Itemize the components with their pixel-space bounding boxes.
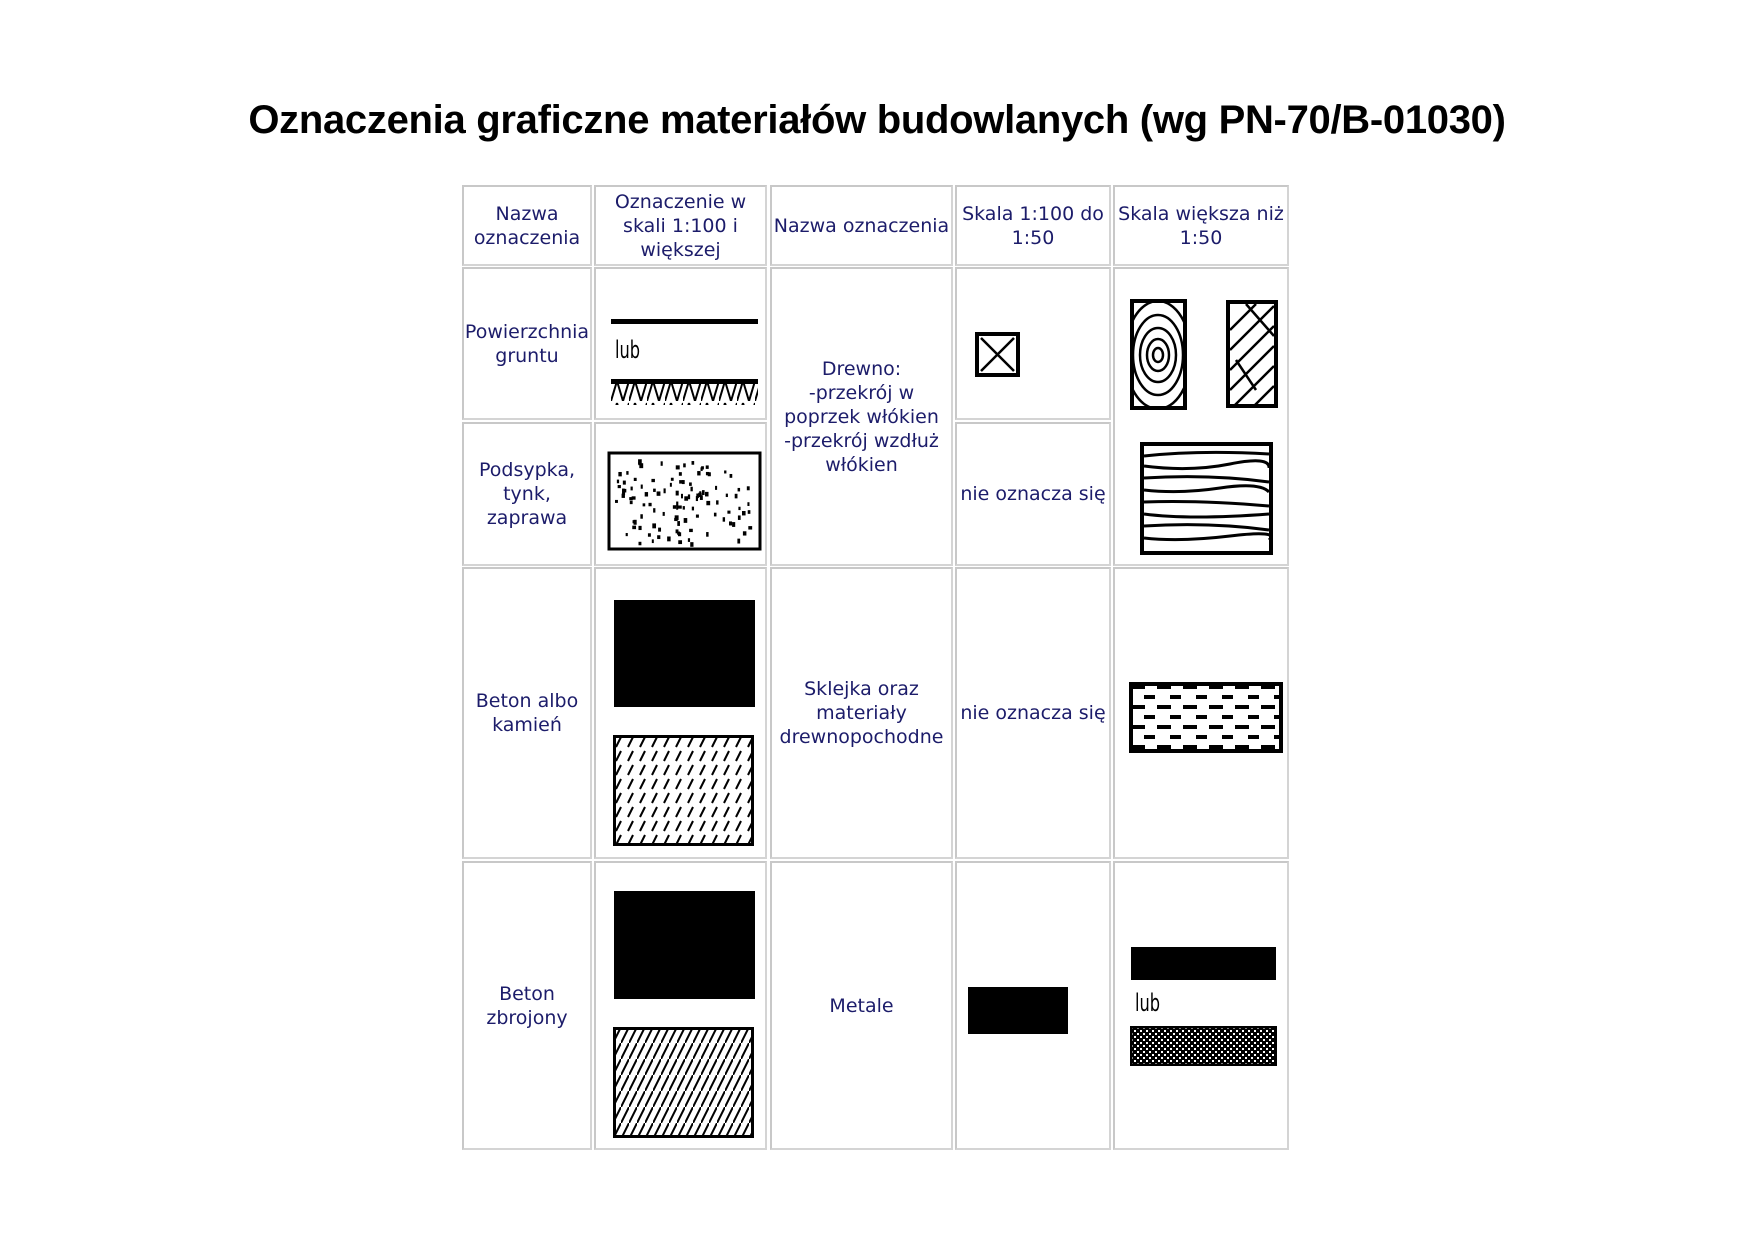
dot-mark	[641, 485, 643, 489]
dot-mark	[724, 470, 726, 473]
dot-mark	[658, 528, 661, 532]
dot-mark	[638, 526, 641, 530]
dot-mark	[623, 481, 626, 485]
dot-mark	[667, 536, 671, 541]
header-text: Nazwa oznaczenia	[773, 214, 950, 237]
header-symbol-large	[594, 185, 767, 266]
dot-mark	[706, 501, 710, 505]
dot-mark	[626, 533, 628, 536]
concrete-hatch-symbol	[613, 735, 754, 846]
dot-mark	[705, 492, 709, 497]
dot-mark	[634, 478, 637, 481]
dot-mark	[706, 465, 709, 468]
dot-mark	[742, 511, 746, 515]
dot-mark	[630, 501, 633, 504]
row-label: Beton zbrojony	[486, 982, 568, 1029]
dot-mark	[661, 461, 663, 465]
wood-longitudinal-symbol	[1140, 442, 1273, 555]
dot-mark	[652, 523, 656, 528]
dot-mark	[640, 514, 642, 518]
header-scale-over-50	[1113, 185, 1289, 266]
plywood-not-marked	[955, 567, 1111, 859]
dot-mark	[689, 482, 692, 485]
dot-mark	[676, 491, 679, 496]
dot-mark	[676, 465, 680, 469]
row-name-concrete	[462, 567, 592, 859]
dot-mark	[700, 495, 703, 500]
dot-mark	[653, 489, 656, 492]
metal-name	[770, 861, 953, 1150]
dot-mark	[638, 459, 642, 464]
dot-mark	[643, 503, 646, 506]
dot-mark	[652, 539, 654, 543]
dot-mark	[732, 522, 735, 527]
row-label: Sklejka oraz materiały drewnopochodne	[779, 678, 944, 748]
metal-solid-large-symbol	[1131, 947, 1276, 980]
or-label: lub	[1135, 989, 1161, 1017]
metal-pattern-symbol	[1130, 1026, 1277, 1066]
dot-mark	[673, 505, 676, 509]
dot-mark	[730, 474, 733, 478]
dot-mark	[723, 517, 725, 521]
dot-mark	[664, 488, 666, 493]
dot-mark	[706, 472, 709, 475]
dot-mark	[699, 491, 701, 494]
dot-mark	[688, 538, 690, 542]
dot-mark	[648, 503, 651, 506]
dot-mark	[657, 491, 661, 495]
row-name-reinforced	[462, 861, 592, 1150]
dot-mark	[639, 542, 642, 545]
dot-mark	[684, 518, 688, 523]
dot-mark	[618, 485, 621, 488]
dot-mark	[696, 515, 699, 518]
dot-mark	[748, 510, 751, 514]
wood-name	[770, 267, 953, 566]
row-label: nie oznacza się	[960, 702, 1106, 724]
dot-mark	[657, 535, 660, 539]
dot-mark	[622, 489, 625, 494]
wood-rings-symbol	[1130, 299, 1187, 410]
dot-mark	[671, 478, 674, 481]
or-label: lub	[615, 336, 641, 364]
dot-mark	[737, 539, 740, 544]
wood-not-marked	[955, 422, 1111, 566]
dot-mark	[677, 521, 680, 526]
dot-mark	[670, 483, 672, 487]
dot-mark	[747, 486, 750, 490]
dot-mark	[692, 507, 694, 511]
dot-mark	[645, 492, 648, 496]
dot-mark	[678, 540, 682, 544]
dot-mark	[692, 461, 695, 465]
plywood-name	[770, 567, 953, 859]
dot-mark	[748, 526, 752, 529]
dot-mark	[632, 526, 636, 530]
dot-mark	[697, 471, 700, 475]
row-label: nie oznacza się	[960, 483, 1106, 505]
row-label: Powierzchnia gruntu	[464, 320, 590, 367]
dot-mark	[663, 512, 665, 516]
dot-mark	[677, 532, 680, 535]
dot-mark	[729, 521, 732, 525]
dot-mark	[690, 487, 692, 492]
metal-solid-symbol	[968, 987, 1068, 1034]
ground-hatch-symbol	[611, 379, 758, 405]
dot-mark	[743, 531, 746, 535]
wood-cross-symbol	[975, 332, 1020, 377]
header-name2	[770, 185, 953, 266]
wood-grain-slant-symbol	[1226, 300, 1278, 408]
dot-mark	[681, 494, 683, 499]
dot-mark	[735, 494, 738, 499]
dot-mark	[679, 472, 682, 476]
row-name-fill	[462, 422, 592, 566]
dot-mark	[648, 533, 651, 536]
dot-mark	[688, 494, 690, 499]
reinforced-solid-symbol	[614, 891, 755, 999]
dot-mark	[684, 496, 688, 500]
dot-mark	[618, 472, 621, 476]
dot-mark	[676, 505, 678, 510]
header-name	[462, 185, 592, 266]
dot-mark	[716, 500, 718, 504]
dot-mark	[738, 488, 740, 491]
row-name-ground	[462, 267, 592, 420]
dot-mark	[679, 480, 683, 484]
dot-mark	[738, 515, 741, 519]
dot-mark	[683, 463, 686, 467]
dot-mark	[626, 471, 628, 475]
dot-mark	[615, 500, 618, 503]
header-text: Skala większa niż 1:50	[1118, 202, 1284, 249]
concrete-solid-symbol	[614, 600, 755, 707]
dot-mark	[706, 532, 708, 537]
dot-mark	[631, 487, 633, 491]
plywood-dashes-symbol	[1129, 682, 1283, 753]
dot-mark	[651, 479, 654, 482]
header-text: Oznaczenie w skali 1:100 i większej	[614, 190, 747, 261]
dot-mark	[629, 497, 633, 500]
header-text: Nazwa oznaczenia	[473, 202, 581, 249]
dot-mark	[714, 513, 717, 517]
row-label: Metale	[829, 994, 894, 1017]
ground-line-symbol	[611, 319, 758, 324]
page-title: Oznaczenia graficzne materiałów budowlanych (wg PN-70/B-01030)	[248, 98, 1506, 142]
reinforced-hatch-symbol	[613, 1027, 754, 1138]
row-label: Drewno: -przekrój w poprzek włókien -przekrój wzdłuż włókien	[784, 357, 939, 476]
dot-mark	[715, 486, 717, 490]
fill-dots-symbol	[607, 451, 762, 551]
dot-mark	[617, 480, 619, 484]
dot-mark	[701, 467, 703, 471]
header-scale-100-50	[955, 185, 1111, 266]
dot-mark	[696, 496, 698, 501]
dot-mark	[689, 529, 693, 532]
dot-mark	[727, 511, 730, 514]
row-label: Beton albo kamień	[475, 690, 579, 736]
dot-mark	[674, 518, 678, 521]
dot-mark	[653, 508, 655, 512]
row-label: Podsypka, tynk, zaprawa	[478, 459, 576, 529]
dot-mark	[747, 502, 749, 506]
header-text: Skala 1:100 do 1:50	[962, 202, 1104, 249]
dot-mark	[702, 490, 705, 495]
dot-mark	[633, 520, 636, 525]
dot-mark	[738, 507, 740, 510]
dot-mark	[683, 506, 685, 509]
dot-mark	[678, 505, 682, 508]
dot-mark	[726, 494, 728, 497]
dot-mark	[690, 542, 693, 547]
